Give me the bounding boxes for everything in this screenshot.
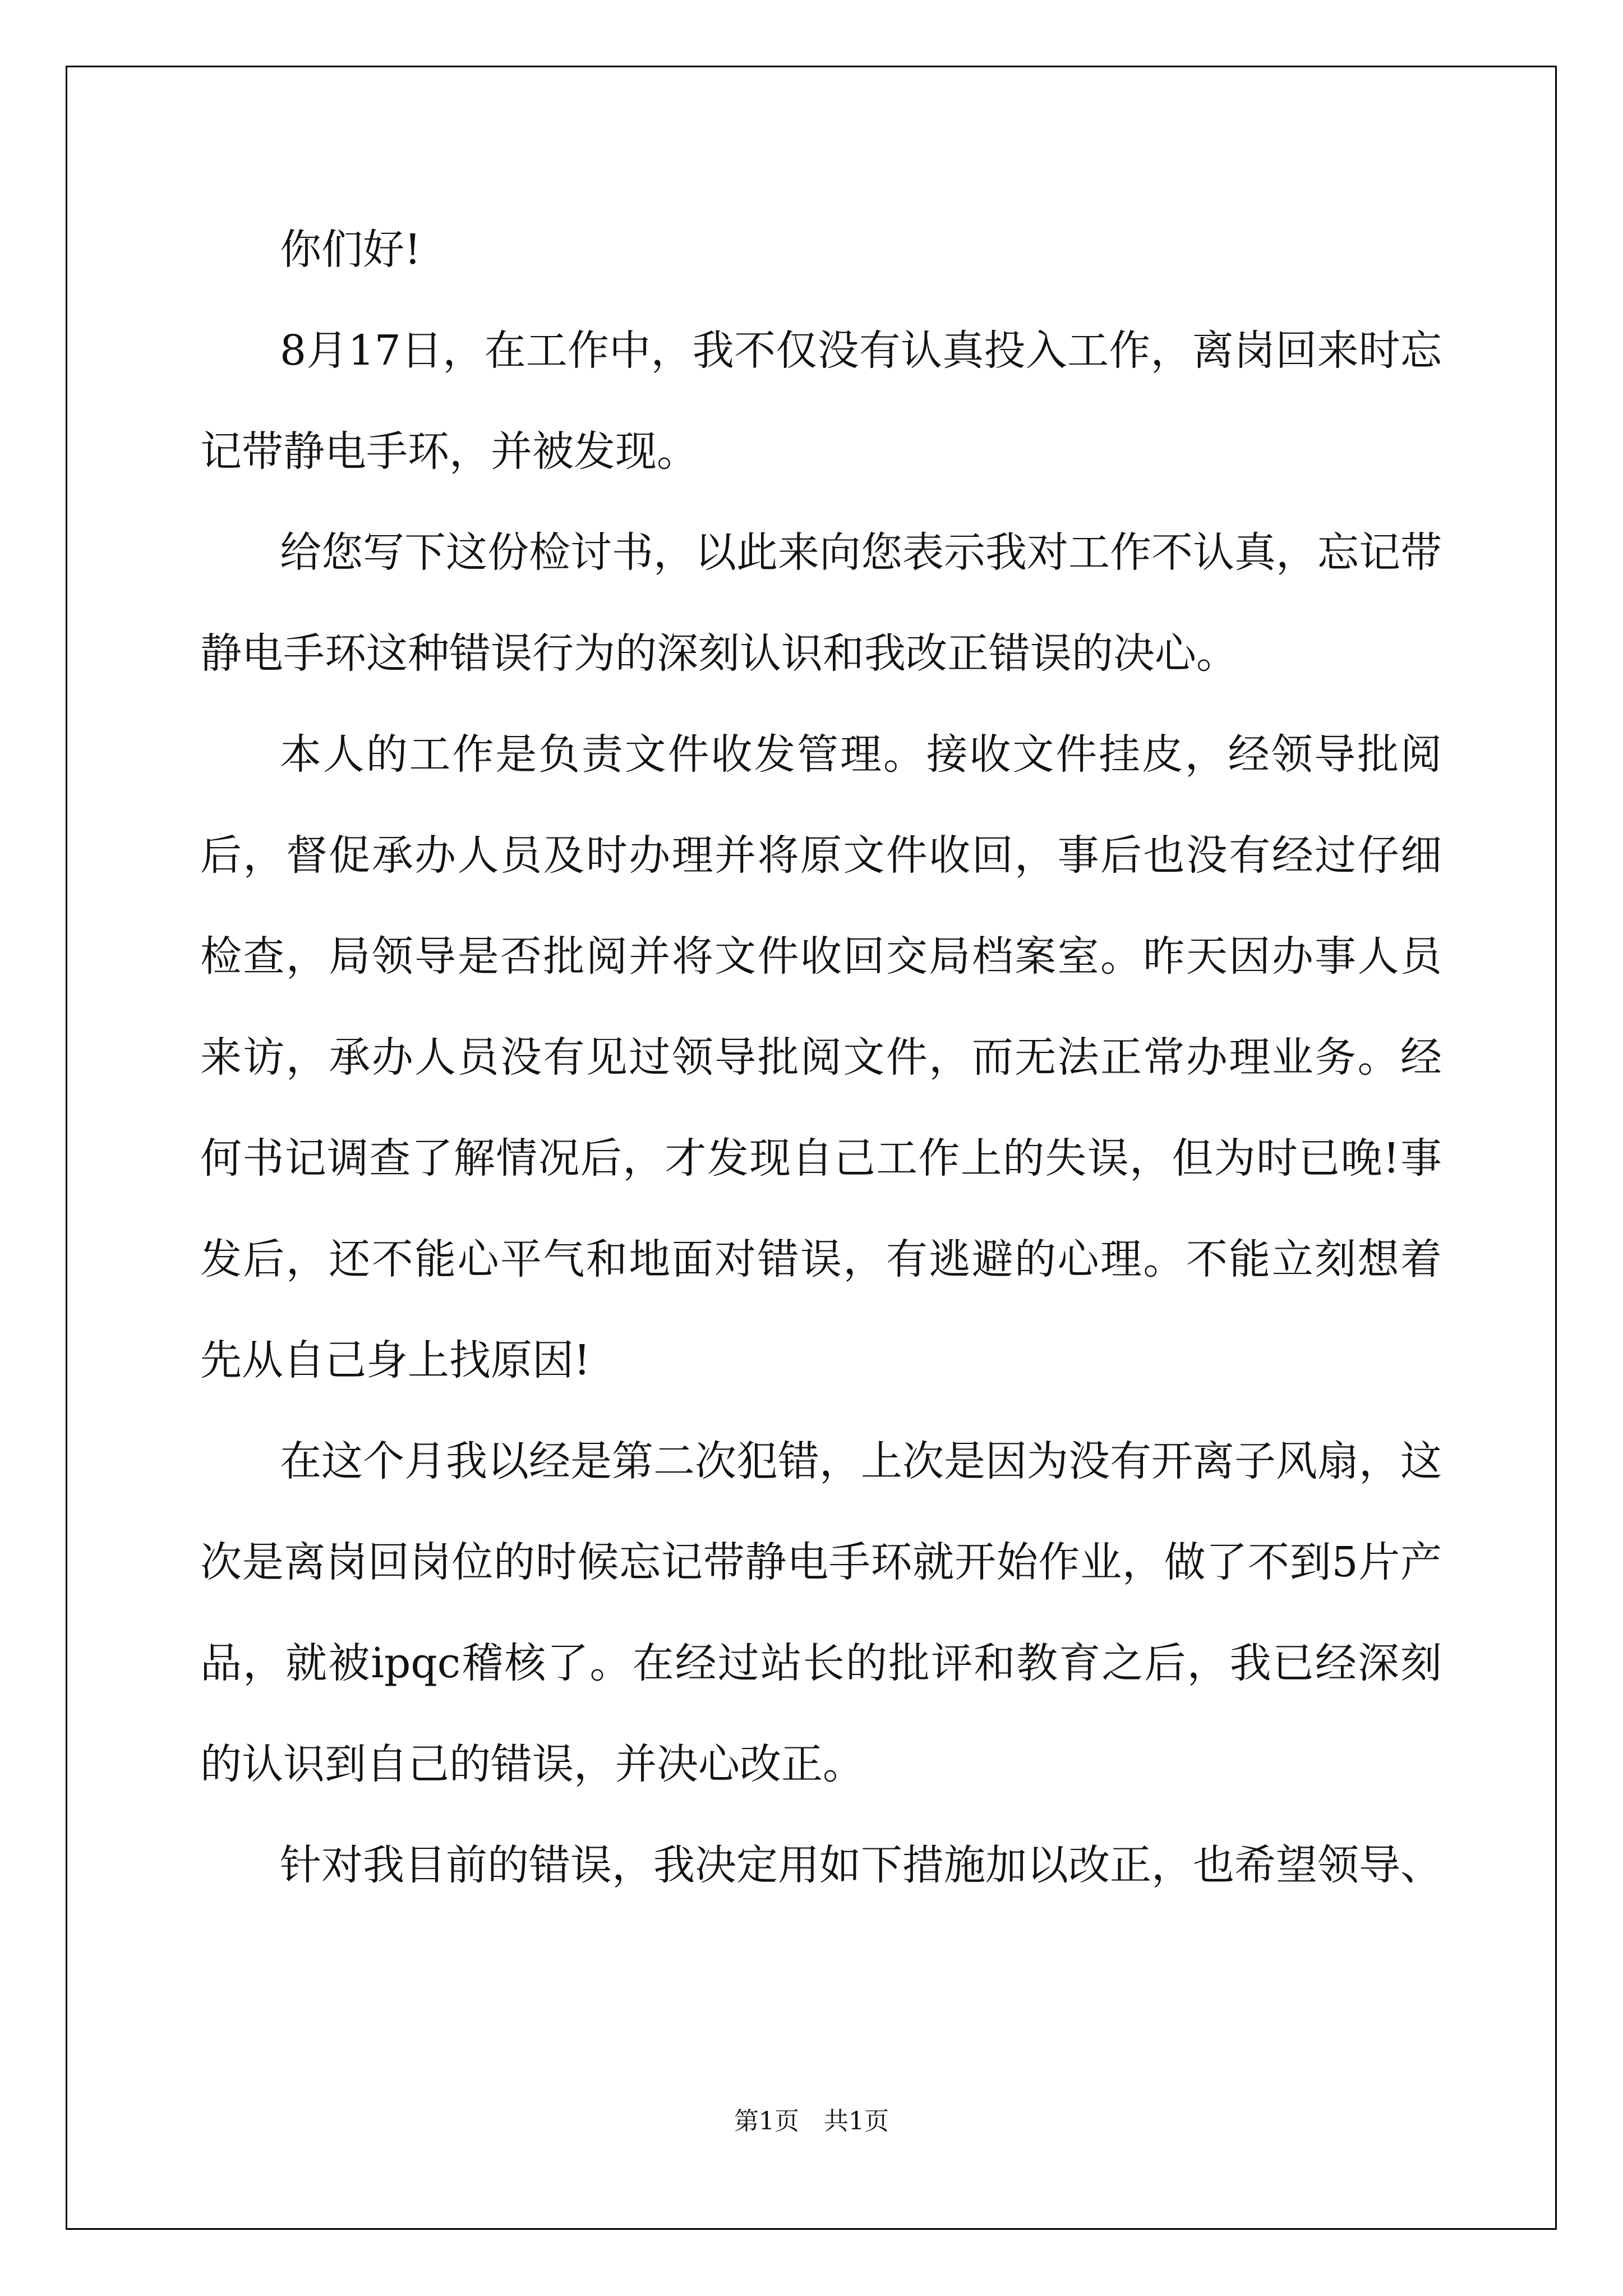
paragraph: 本人的工作是负责文件收发管理。接收文件挂皮，经领导批阅后，督促承办人员及时办理并将原文件收回，事后也没有经过仔细检查，局领导是否批阅并将文件收回交局档案室。昨天因办事人员来访，承办人员没有见过领导批阅文件，而无法正常办理业务。经何书记调查了解情况后，才发现自己工作上的失误，但为时已晚!事发后，还不能心平气和地面对错误，有逃避的心理。不能立刻想着先从自己身上找原因! [200,730,1442,1384]
paragraph: 在这个月我以经是第二次犯错，上次是因为没有开离子风扇，这次是离岗回岗位的时候忘记带静电手环就开始作业，做了不到5片产品，就被ipqc稽核了。在经过站长的批评和教育之后，我已经深刻的认识到自己的错误，并决心改正。 [200,1437,1442,1788]
paragraph: 8月17日，在工作中，我不仅没有认真投入工作，离岗回来时忘记带静电手环，并被发现。 [200,326,1442,476]
page-footer: 第1页 共1页 [734,2107,889,2136]
paragraph: 给您写下这份检讨书，以此来向您表示我对工作不认真，忘记带静电手环这种错误行为的深刻认识和我改正错误的决心。 [200,528,1442,678]
paragraph: 针对我目前的错误，我决定用如下措施加以改正，也希望领导、 [280,1841,1442,1889]
salutation: 你们好! [280,226,421,274]
document-body [200,199,1442,1916]
